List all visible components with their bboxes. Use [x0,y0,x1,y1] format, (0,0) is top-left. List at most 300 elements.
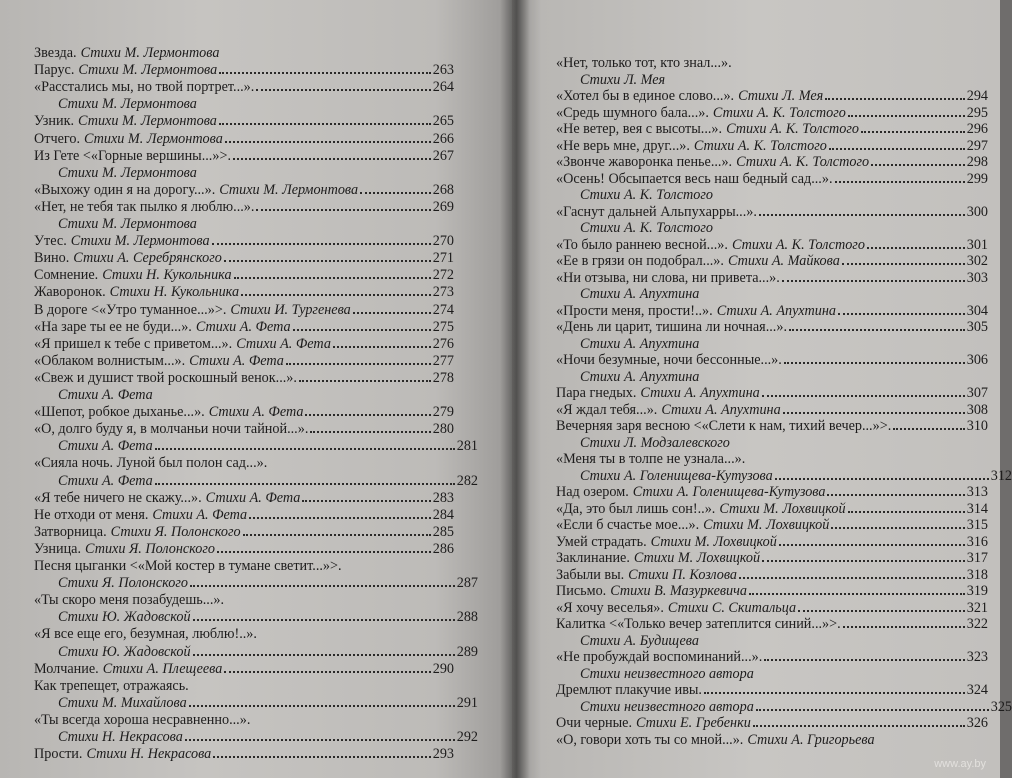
toc-entry [34,249,454,267]
toc-entry [34,147,454,165]
entry-title: Вечерняя заря весною <«Слети к нам, тихий вечер...»>. [556,418,892,434]
leader-dots [360,192,431,194]
leader-dots [310,431,430,433]
toc-entry [556,648,988,666]
entry-author: Стихи Н. Некрасова [86,746,212,763]
toc-entry [556,104,988,122]
toc-entry [556,203,988,221]
entry-page-number: 302 [966,253,988,269]
entry-page-number: 263 [432,62,454,79]
toc-entry [556,384,988,402]
toc-entry [556,87,988,105]
entry-author: Стихи М. Лермонтова [70,233,210,250]
leader-dots [213,756,430,758]
entry-title: Над озером. [556,484,629,500]
entry-author: Стихи М. Лермонтова [80,45,220,61]
entry-author: Стихи М. Михайлова [58,694,187,711]
entry-page-number: 271 [432,250,454,267]
entry-page-number: 282 [456,472,478,489]
entry-page-number: 269 [432,198,454,215]
toc-entry [34,643,478,661]
entry-page-number: 319 [966,583,988,599]
entry-page-number: 324 [966,682,988,698]
toc-entry [34,625,454,643]
toc-entry [34,335,454,353]
entry-page-number: 295 [966,104,988,121]
leader-dots [893,428,964,430]
entry-author: Стихи Н. Кукольника [102,267,232,284]
leader-dots [224,671,430,673]
toc-entry [34,420,454,438]
toc-entry [556,450,988,468]
entry-title: Сомнение. [34,267,99,284]
entry-author: Стихи Я. Полонского [110,523,241,540]
leader-dots [193,619,455,621]
entry-page-number: 292 [456,729,478,745]
toc-entry [34,472,478,490]
entry-page-number: 305 [966,319,988,335]
toc-entry [556,401,988,419]
toc-entry [556,368,1012,386]
entry-title: Вино. [34,250,70,267]
entry-author: Стихи А. Голенищева-Кутузова [632,484,826,500]
leader-dots [219,123,431,125]
entry-title: Прости. [34,746,83,763]
entry-title: Узница. [34,540,82,557]
entry-page-number: 316 [966,533,988,550]
entry-title: «Гаснут дальней Альпухарры...». [556,203,757,220]
leader-dots [764,659,964,661]
leader-dots [798,610,965,612]
toc-entry [556,335,1012,353]
entry-title: «Прости меня, прости!..». [556,302,713,319]
entry-author: Стихи А. Голенищева-Кутузова [580,467,773,484]
entry-title: «Я все еще его, безумная, люблю!..». [34,626,257,643]
toc-entry [34,198,454,216]
entry-page-number: 291 [456,694,478,711]
leader-dots [842,263,965,265]
toc-entry [556,170,988,188]
entry-title: «Ее в грязи он подобрал...». [556,253,724,269]
toc-entry [556,318,988,336]
entry-title: «Если б счастье мое...». [556,517,700,533]
toc-entry [556,351,988,369]
entry-author: Стихи Е. Гребенки [636,715,751,731]
entry-author: Стихи И. Тургенева [230,301,351,318]
entry-page-number: 313 [966,484,988,500]
leader-dots [353,312,431,314]
entry-author: Стихи А. К. Толстого [726,121,860,137]
toc-entry [556,533,988,551]
entry-page-number: 299 [966,170,988,187]
watermark: www.ay.by [934,758,986,770]
entry-page-number: 286 [432,540,454,557]
leader-dots [843,626,965,628]
toc-entry [34,677,454,695]
entry-author: Стихи М. Лохвицкой [703,517,830,533]
toc-entry [556,632,1012,650]
toc-entry [34,694,478,712]
entry-page-number: 297 [966,137,988,154]
entry-page-number: 285 [432,523,454,540]
entry-title: Заклинание. [556,550,630,566]
entry-page-number: 294 [966,88,988,104]
toc-entry [34,454,454,472]
entry-page-number: 283 [432,489,454,506]
leader-dots [749,593,965,595]
leader-dots [759,214,965,216]
leader-dots [848,115,965,117]
toc-entry [34,523,454,541]
toc-entry [34,61,454,79]
toc-entry [556,549,988,567]
toc-entry [34,506,454,524]
entry-title: Узник. [34,113,75,130]
toc-entry [34,386,478,404]
entry-title: «Средь шумного бала...». [556,104,709,121]
entry-title: Очи черные. [556,715,633,731]
toc-entry [34,728,478,746]
entry-title: Парус. [34,62,75,79]
entry-author: Стихи А. Фета [152,506,248,523]
leader-dots [827,494,964,496]
leader-dots [233,158,431,160]
entry-page-number: 307 [966,385,988,401]
entry-title: В дороге <«Утро туманное...»>. [34,301,227,318]
toc-entry [556,434,1012,452]
entry-page-number: 276 [432,335,454,352]
entry-author: Стихи А. Серебрянского [73,250,222,267]
toc-entry [556,417,988,435]
entry-author: Стихи А. К. Толстого [712,104,846,121]
entry-author: Стихи А. Апухтина [661,401,781,418]
entry-title: «Я пришел к тебе с приветом...». [34,335,233,352]
toc-entry [556,599,988,617]
leader-dots [225,141,431,143]
leader-dots [753,725,965,727]
entry-title: Не отходи от меня. [34,506,149,523]
entry-author: Стихи Н. Некрасова [58,729,183,745]
entry-title: Отчего. [34,130,80,147]
toc-entry [34,44,454,62]
entry-page-number: 317 [966,550,988,566]
toc-entry [34,215,478,233]
entry-page-number: 267 [432,147,454,164]
leader-dots [243,534,431,536]
entry-author: Стихи М. Лермонтова [58,96,197,113]
entry-page-number: 275 [432,318,454,335]
toc-entry [34,232,454,250]
entry-page-number: 310 [966,418,988,434]
leader-dots [189,705,455,707]
entry-page-number: 289 [456,643,478,660]
entry-author: Стихи А. Апухтина [640,385,760,401]
entry-page-number: 265 [432,113,454,130]
entry-author: Стихи А. Фета [195,318,291,335]
entry-page-number: 322 [966,616,988,632]
entry-page-number: 296 [966,121,988,137]
entry-page-number: 274 [432,301,454,318]
entry-author: Стихи А. Плещеева [102,660,223,677]
entry-title: «Шепот, робкое дыханье...». [34,404,205,421]
entry-title: «Нет, не тебя так пылко я люблю...». [34,198,255,215]
leader-dots [193,654,455,656]
leader-dots [861,131,965,133]
entry-author: Стихи М. Лермонтова [58,216,197,232]
leader-dots [779,544,965,546]
toc-entry [34,164,478,182]
entry-author: Стихи А. Апухтина [580,286,700,302]
toc-entry [556,285,1012,303]
toc-entry [556,219,1012,237]
entry-author: Стихи Л. Модзалевского [580,434,730,451]
entry-author: Стихи А. К. Толстого [736,154,870,170]
leader-dots [224,260,431,262]
toc-entry [34,95,478,113]
entry-author: Стихи М. Лермонтова [219,181,359,198]
entry-page-number: 326 [966,715,988,731]
entry-author: Стихи М. Лохвицкой [650,533,777,550]
entry-title: «О, говори хоть ты со мной...». [556,731,744,748]
leader-dots [302,500,430,502]
leader-dots [784,362,965,364]
entry-page-number: 318 [966,566,988,583]
entry-author: Стихи С. Скитальца [667,599,797,616]
leader-dots [704,692,965,694]
toc-entry [34,574,478,592]
entry-title: Жаворонок. [34,284,106,301]
toc-entry [556,500,988,518]
toc-entry [34,557,454,575]
leader-dots [831,527,964,529]
toc-entry [34,369,454,387]
leader-dots [190,585,455,587]
toc-entry [556,153,988,171]
toc-entry [34,540,454,558]
entry-page-number: 272 [432,267,454,284]
entry-title: «Хотел бы в единое слово...». [556,88,735,104]
entry-author: Стихи неизвестного автора [580,665,754,682]
entry-author: Стихи А. Фета [236,335,331,352]
toc-entry [34,318,454,336]
toc-entry [34,745,454,763]
leader-dots [185,739,455,741]
entry-author: Стихи В. Мазуркевича [610,583,747,599]
entry-author: Стихи Ю. Жадовской [58,609,191,626]
book-gutter [500,0,530,778]
toc-entry [34,352,454,370]
entry-page-number: 303 [966,269,988,286]
leader-dots [838,313,965,315]
entry-author: Стихи А. Фета [58,387,153,403]
leader-dots [782,280,965,282]
leader-dots [867,247,965,249]
toc-entry [556,54,988,72]
entry-page-number: 277 [432,352,454,369]
entry-page-number: 315 [966,517,988,533]
entry-author: Стихи М. Лермонтова [78,62,218,79]
entry-title: «Да, это был лишь сон!..». [556,500,716,517]
leader-dots [775,478,989,480]
entry-author: Стихи А. Григорьева [747,731,875,748]
leader-dots [299,380,431,382]
entry-title: «Я ждал тебя...». [556,401,658,418]
entry-title: «Ты всегда хороша несравненно...». [34,711,251,728]
toc-entry [34,181,454,199]
leader-dots [249,517,431,519]
entry-page-number: 270 [432,233,454,250]
entry-title: «Выхожу один я на дорогу...». [34,181,216,198]
entry-title: Звезда. [34,45,77,61]
entry-page-number: 298 [966,154,988,170]
entry-author: Стихи А. Фета [189,352,284,369]
entry-author: Стихи М. Лохвицкой [719,500,846,517]
entry-author: Стихи А. Апухтина [580,335,700,352]
toc-entry [34,608,478,626]
entry-page-number: 273 [432,284,454,301]
entry-author: Стихи А. К. Толстого [731,236,865,253]
entry-author: Стихи П. Козлова [628,566,738,583]
entry-page-number: 314 [966,500,988,517]
entry-title: «Меня ты в толпе не узнала...». [556,451,746,467]
entry-page-number: 293 [432,746,454,763]
entry-title: Из Гете <«Горные вершины...»>. [34,147,231,164]
entry-title: Песня цыганки <«Мой костер в тумане светит...»>. [34,558,342,574]
entry-author: Стихи А. К. Толстого [580,220,713,236]
entry-page-number: 266 [432,130,454,147]
entry-page-number: 308 [966,401,988,418]
toc-entry [556,516,988,534]
leader-dots [155,448,455,450]
leader-dots [871,164,965,166]
entry-title: «Не верь мне, друг...». [556,137,690,154]
toc-entry [556,665,1012,683]
entry-author: Стихи А. Фета [58,472,153,489]
entry-title: Затворница. [34,523,107,540]
entry-title: Калитка <«Только вечер затеплится синий...»>. [556,616,841,632]
toc-entry [34,591,454,609]
toc-entry [556,582,988,600]
entry-page-number: 287 [456,575,478,592]
toc-entry [34,130,454,148]
leader-dots [848,511,965,513]
leader-dots [825,98,964,100]
entry-title: «Звонче жаворонка пенье...». [556,154,733,170]
entry-author: Стихи А. Фета [58,438,153,455]
leader-dots [155,483,455,485]
entry-page-number: 279 [432,404,454,421]
entry-title: «Ты скоро меня позабудешь...». [34,592,225,609]
entry-author: Стихи Н. Кукольника [109,284,240,301]
toc-entry [556,236,988,254]
entry-page-number: 304 [966,302,988,319]
leader-dots [286,363,431,365]
toc-entry [556,714,988,732]
entry-title: «Осень! Обсыпается весь наш бедный сад...». [556,170,833,187]
leader-dots [293,329,431,331]
entry-title: «На заре ты ее не буди...». [34,318,192,335]
entry-author: Стихи А. К. Толстого [580,187,713,203]
toc-entry [556,483,988,501]
entry-title: «Я хочу веселья». [556,599,664,616]
entry-page-number: 264 [432,79,454,96]
entry-title: Утес. [34,233,67,250]
entry-page-number: 325 [990,698,1012,715]
entry-title: «Я тебе ничего не скажу...». [34,489,202,506]
entry-title: Дремлют плакучие ивы. [556,682,702,698]
entry-author: Стихи Я. Полонского [58,575,188,592]
entry-author: Стихи М. Лермонтова [83,130,223,147]
entry-page-number: 306 [966,352,988,368]
leader-dots [739,577,965,579]
entry-page-number: 268 [432,181,454,198]
toc-entry [556,137,988,155]
toc-entry [34,78,454,96]
entry-title: «Сияла ночь. Луной был полон сад...». [34,455,268,472]
toc-entry [556,120,988,138]
right-page [512,0,1012,778]
leader-dots [256,209,430,211]
entry-page-number: 312 [990,467,1012,484]
leader-dots [219,72,431,74]
entry-author: Стихи М. Лермонтова [78,113,217,130]
leader-dots [762,395,965,397]
entry-author: Стихи А. Апухтина [580,368,700,385]
entry-author: Стихи Ю. Жадовской [58,643,191,660]
entry-title: Как трепещет, отражаясь. [34,677,189,694]
leader-dots [241,294,431,296]
toc-entry [556,467,1012,485]
leader-dots [234,277,431,279]
entry-page-number: 284 [432,506,454,523]
entry-page-number: 281 [456,438,478,455]
leader-dots [217,551,431,553]
toc-entry [34,283,454,301]
entry-title: «Нет, только тот, кто знал...». [556,55,732,71]
toc-entry [556,681,988,699]
entry-title: Забыли вы. [556,566,625,583]
entry-author: Стихи Л. Мея [580,71,666,88]
entry-title: Молчание. [34,660,99,677]
entry-page-number: 278 [432,369,454,386]
entry-author: Стихи неизвестного автора [580,698,754,715]
toc-entry [34,711,454,729]
entry-title: «Свеж и душист твой роскошный венок...». [34,369,297,386]
toc-entry [34,112,454,130]
toc-entry [34,660,454,678]
entry-page-number: 301 [966,236,988,253]
leader-dots [305,414,430,416]
entry-author: Стихи А. Будищева [580,632,699,649]
entry-author: Стихи М. Лермонтова [58,164,197,181]
entry-page-number: 280 [432,421,454,438]
leader-dots [789,329,965,331]
leader-dots [212,243,431,245]
entry-author: Стихи А. Фета [208,404,304,421]
entry-author: Стихи Л. Мея [738,88,824,104]
toc-entry [34,301,454,319]
toc-entry [556,71,1012,89]
entry-title: «То было раннею весной...». [556,236,728,253]
entry-title: Умей страдать. [556,533,647,550]
entry-page-number: 288 [456,609,478,626]
entry-page-number: 323 [966,649,988,665]
leader-dots [835,181,965,183]
toc-entry [556,186,1012,204]
entry-title: «День ли царит, тишина ли ночная...». [556,319,787,335]
entry-author: Стихи А. Апухтина [716,302,837,319]
toc-entry [556,615,988,633]
